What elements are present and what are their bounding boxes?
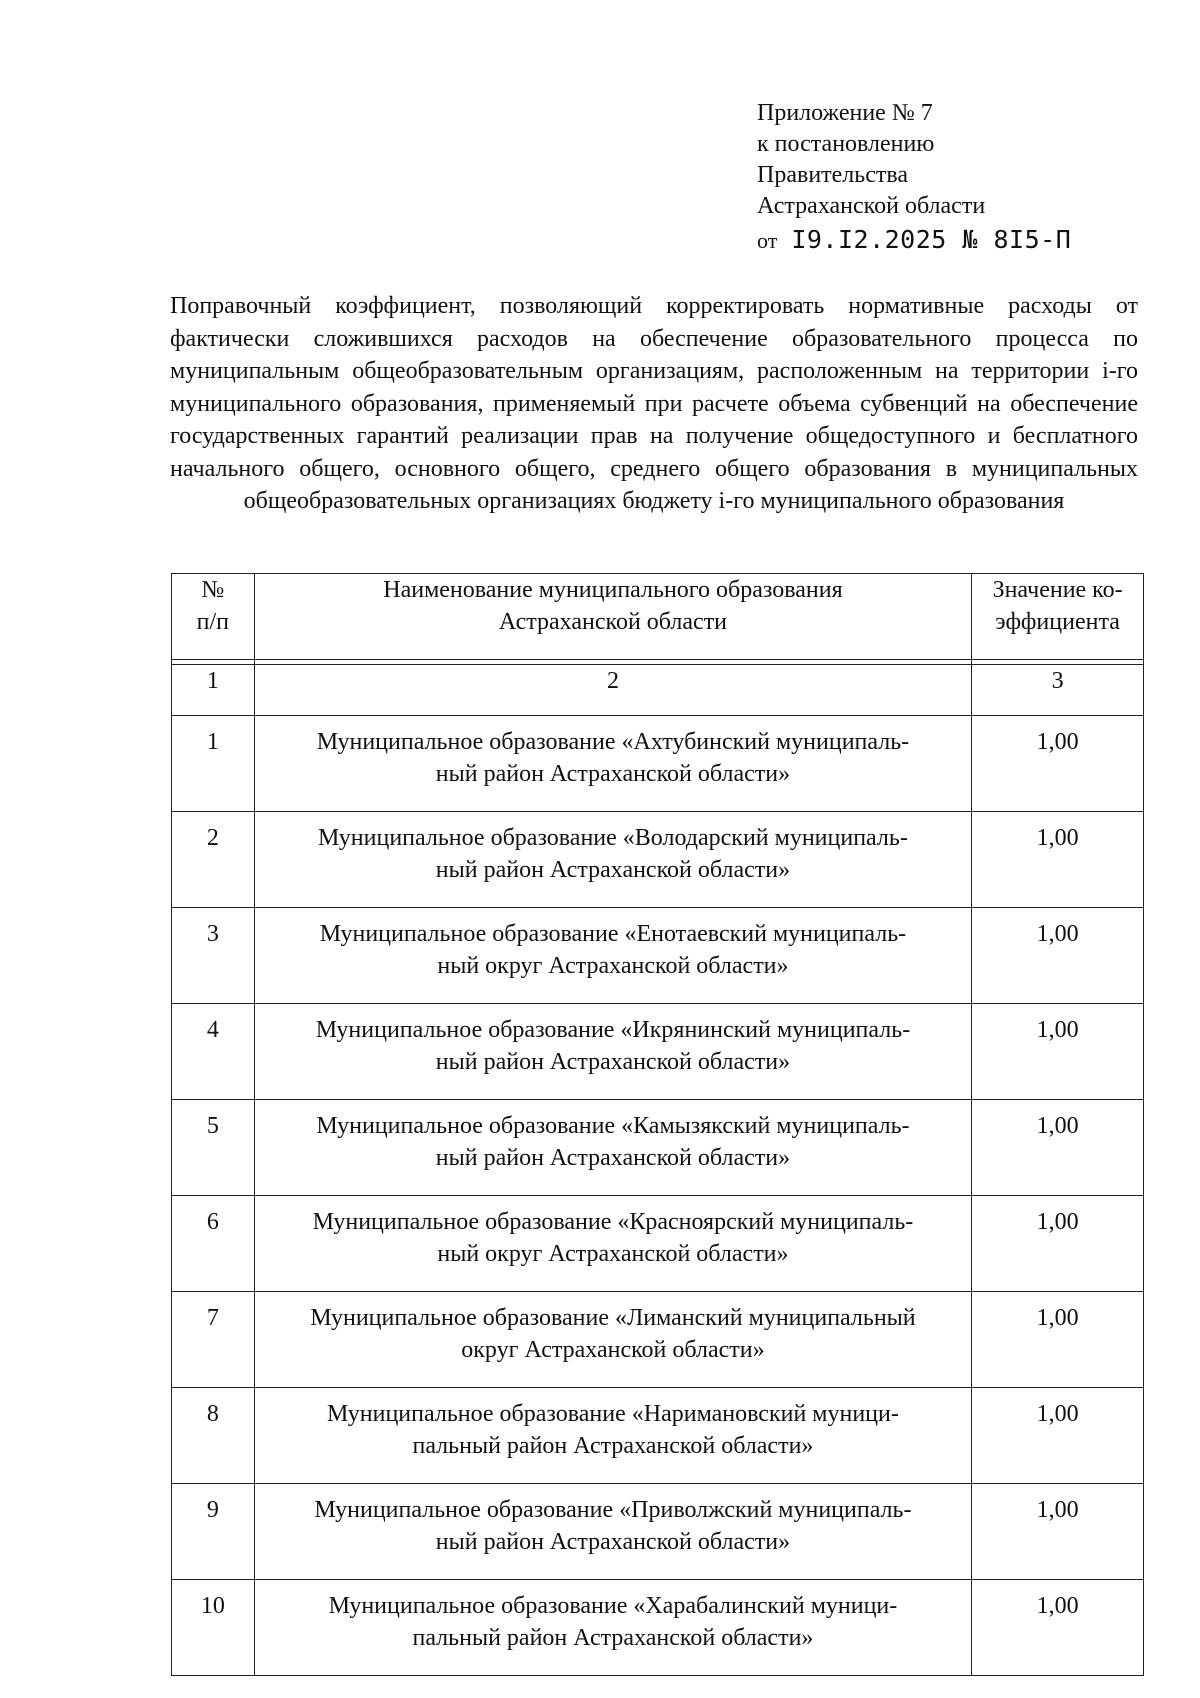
column-number: 1	[172, 665, 255, 716]
coefficient-value: 1,00	[972, 1484, 1144, 1580]
row-number: 9	[172, 1484, 255, 1580]
row-number: 3	[172, 908, 255, 1004]
municipality-name	[254, 1388, 971, 1484]
row-number: 4	[172, 1004, 255, 1100]
coefficient-value: 1,00	[972, 1004, 1144, 1100]
municipality-name-line2: ный район Астраханской области»	[435, 857, 791, 883]
row-number: 8	[172, 1388, 255, 1484]
municipality-name	[254, 1484, 971, 1580]
column-header-number	[172, 574, 255, 660]
municipality-name-line1: Муниципальное образование «Володарский муниципаль-	[318, 825, 908, 851]
municipality-name-line2: ный округ Астраханской области»	[437, 953, 789, 979]
table-row	[172, 1388, 1144, 1484]
coefficient-value: 1,00	[972, 1580, 1144, 1676]
header-value-line1: Значение ко-	[992, 577, 1123, 603]
municipality-name-line1: Муниципальное образование «Енотаевский муниципаль-	[319, 921, 907, 947]
table-row	[172, 1196, 1144, 1292]
municipality-name-line2: ный район Астраханской области»	[435, 1049, 791, 1075]
municipality-name-line1: Муниципальное образование «Икрянинский муниципаль-	[315, 1017, 911, 1043]
row-number: 7	[172, 1292, 255, 1388]
table-header-row	[172, 574, 1144, 660]
municipality-name	[254, 1196, 971, 1292]
municipality-name-line1: Муниципальное образование «Лиманский муниципальный	[310, 1305, 916, 1331]
header-number-line2: п/п	[196, 609, 230, 635]
table-row	[172, 716, 1144, 812]
column-header-value	[972, 574, 1144, 660]
municipality-name-line2: ный район Астраханской области»	[435, 1529, 791, 1555]
municipality-name-line2: пальный район Астраханской области»	[412, 1625, 814, 1651]
table-row	[172, 1580, 1144, 1676]
header-value-line2: эффициента	[995, 609, 1120, 635]
column-header-name	[254, 574, 971, 660]
date-number-stamp: I9.I2.2025 № 8I5-П	[791, 225, 1072, 254]
header-name-line1: Наименование муниципального образования	[383, 577, 843, 603]
column-number: 2	[254, 665, 971, 716]
header-number-line1: №	[201, 577, 225, 603]
table-row	[172, 1292, 1144, 1388]
municipality-name	[254, 1004, 971, 1100]
municipality-name	[254, 812, 971, 908]
table-row	[172, 908, 1144, 1004]
appendix-number: Приложение № 7	[757, 100, 933, 126]
municipality-name-line2: пальный район Астраханской области»	[412, 1433, 814, 1459]
municipality-name-line2: округ Астраханской области»	[461, 1337, 765, 1363]
table-row	[172, 812, 1144, 908]
appendix-reference: к постановлению	[757, 131, 935, 157]
municipality-name-line2: ный район Астраханской области»	[435, 1145, 791, 1171]
coefficient-value: 1,00	[972, 1100, 1144, 1196]
table-row	[172, 1484, 1144, 1580]
row-number: 2	[172, 812, 255, 908]
table-row	[172, 1004, 1144, 1100]
document-title: Поправочный коэффициент, позволяющий корректировать нормативные расходы от фактически сложившихся расходов на обеспечение образовательного процесса по муниципальным общеобразовательным организациям, расположенным на территории i-го муниципального образования, применяемый при расчете объема субвенций на обеспечение государственных гарантий реализации прав на получение общедоступного и бесплатного начального общего, основного общего, среднего общего образования в муниципальных общеобразовательных организациях бюджету i-го муниципального образования	[170, 293, 1138, 514]
coefficient-value: 1,00	[972, 812, 1144, 908]
appendix-region: Астраханской области	[757, 193, 986, 219]
municipality-name	[254, 908, 971, 1004]
coefficient-value: 1,00	[972, 716, 1144, 812]
row-number: 1	[172, 716, 255, 812]
municipality-name-line1: Муниципальное образование «Наримановский муници-	[327, 1401, 899, 1427]
appendix-authority: Правительства	[757, 162, 909, 188]
municipality-name-line1: Муниципальное образование «Приволжский муниципаль-	[314, 1497, 912, 1523]
column-number: 3	[972, 665, 1144, 716]
coefficient-table	[171, 573, 1144, 1676]
row-number: 10	[172, 1580, 255, 1676]
municipality-name-line1: Муниципальное образование «Камызякский муниципаль-	[316, 1113, 910, 1139]
municipality-name	[254, 1292, 971, 1388]
appendix-header	[757, 98, 1071, 257]
coefficient-value: 1,00	[972, 1388, 1144, 1484]
column-number-row	[172, 665, 1144, 716]
municipality-name-line2: ный округ Астраханской области»	[437, 1241, 789, 1267]
table-row	[172, 1100, 1144, 1196]
header-name-line2: Астраханской области	[498, 609, 728, 635]
municipality-name	[254, 716, 971, 812]
row-number: 5	[172, 1100, 255, 1196]
municipality-name-line1: Муниципальное образование «Ахтубинский муниципаль-	[316, 729, 910, 755]
row-number: 6	[172, 1196, 255, 1292]
municipality-name	[254, 1100, 971, 1196]
municipality-name-line2: ный район Астраханской области»	[435, 761, 791, 787]
municipality-name	[254, 1580, 971, 1676]
coefficient-value: 1,00	[972, 1292, 1144, 1388]
coefficient-value: 1,00	[972, 1196, 1144, 1292]
municipality-name-line1: Муниципальное образование «Харабалинский муници-	[328, 1593, 898, 1619]
coefficient-value: 1,00	[972, 908, 1144, 1004]
appendix-date-line	[757, 224, 1071, 257]
date-prefix: от	[757, 228, 778, 253]
municipality-name-line1: Муниципальное образование «Красноярский муниципаль-	[312, 1209, 914, 1235]
